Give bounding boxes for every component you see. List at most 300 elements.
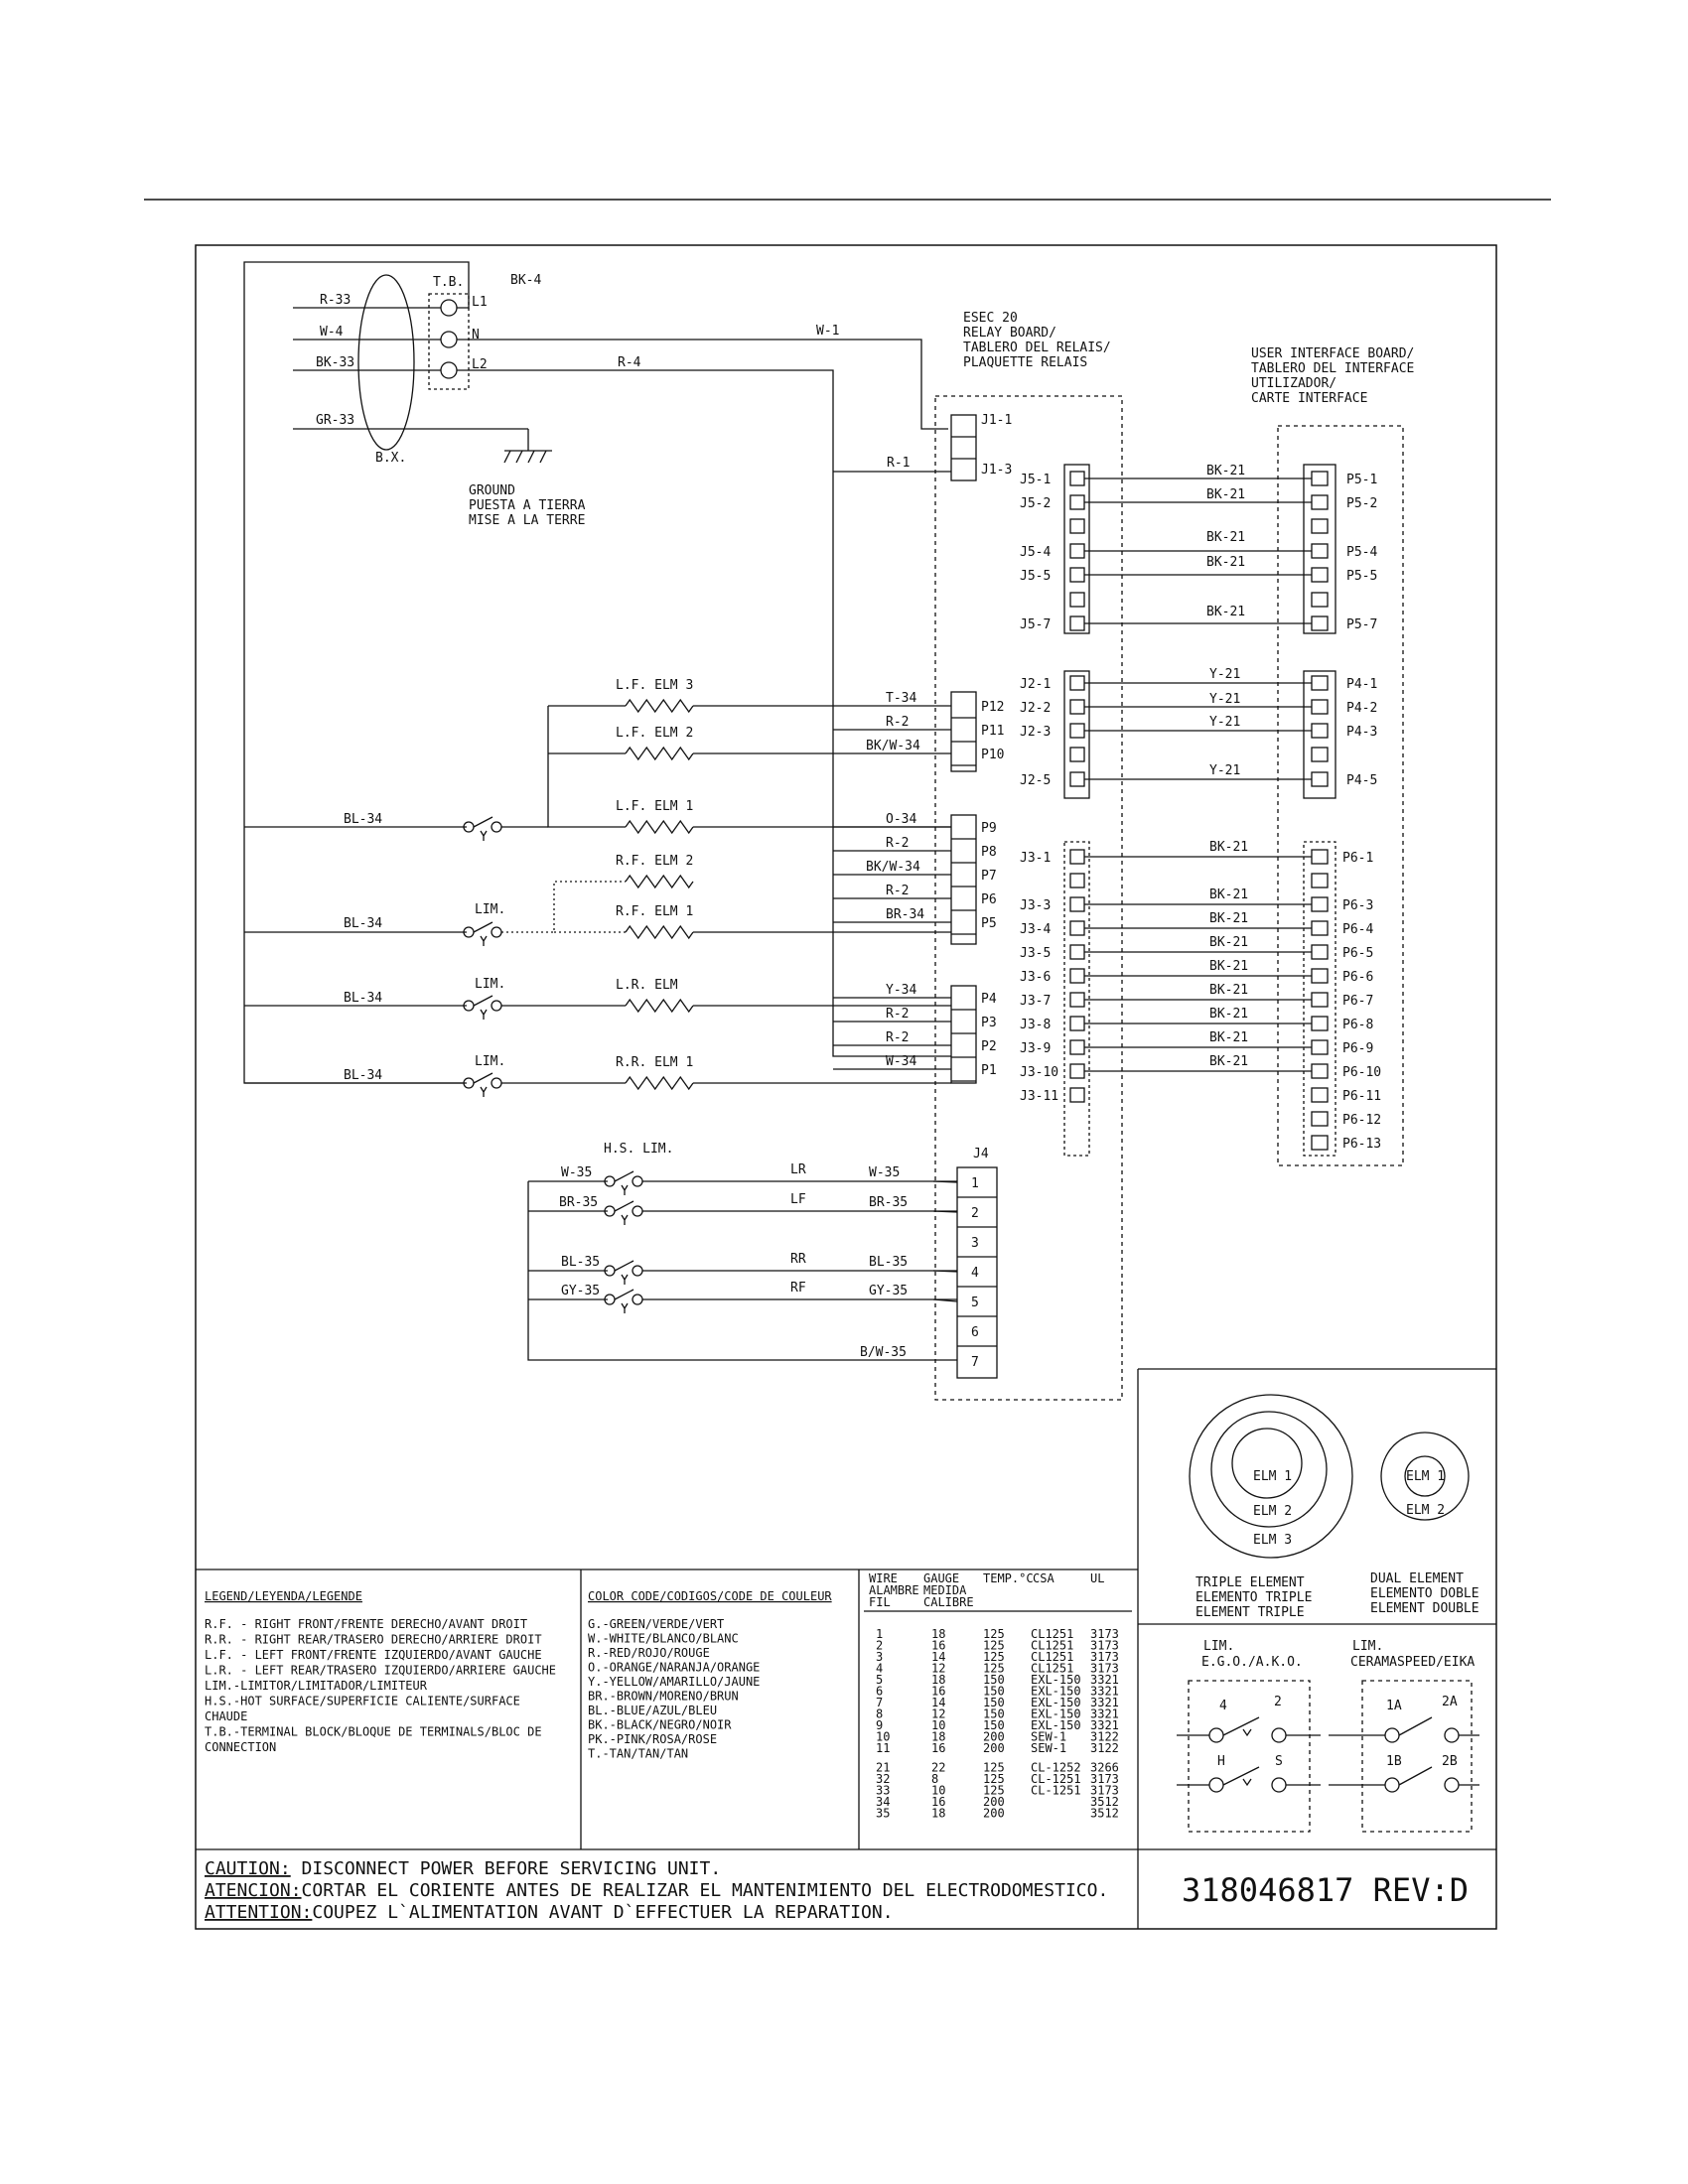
j5-pin-label: J5-7	[1020, 617, 1052, 632]
wire-table-cell: 125	[983, 1772, 1005, 1786]
ui-connector-body	[1304, 465, 1336, 633]
color-code-line: G.-GREEN/VERDE/VERT	[588, 1617, 725, 1631]
wire-table-cell: 3	[876, 1650, 884, 1664]
atencion-head: ATENCION:	[205, 1880, 302, 1901]
legend-line: R.R. - RIGHT REAR/TRASERO DERECHO/ARRIERE DROIT	[205, 1632, 542, 1647]
j3-pin	[1070, 850, 1084, 864]
p6-pin-label: P6-4	[1342, 922, 1374, 937]
terminal-n	[441, 332, 457, 347]
hs-limit-switch	[605, 1201, 642, 1225]
wire-table-cell: 10	[931, 1718, 946, 1732]
wire-table	[864, 1571, 1132, 1821]
element-captions	[1196, 1571, 1479, 1620]
wire-table-cell: 150	[983, 1684, 1005, 1699]
svg-text:1A: 1A	[1386, 1699, 1402, 1713]
color-code-line: T.-TAN/TAN/TAN	[588, 1746, 689, 1761]
element-wire-label: R-2	[886, 1030, 910, 1045]
lr-limiter-switch	[464, 996, 501, 1020]
hs-left-wire-label: BL-35	[561, 1255, 601, 1270]
rf-bus	[501, 882, 626, 932]
element-wire-label: R-2	[886, 884, 910, 898]
wire-table-cell: EXL-150	[1031, 1673, 1081, 1687]
wire-table-header: UL	[1090, 1571, 1105, 1585]
p9-p5-body	[951, 815, 976, 944]
p6-pin-label: P6-9	[1342, 1041, 1374, 1056]
j3-pin-label: J3-4	[1020, 922, 1052, 937]
wire-table-header: TEMP.°C	[983, 1571, 1034, 1585]
wire-table-cell: 35	[876, 1806, 891, 1821]
wire-table-cell: EXL-150	[1031, 1718, 1081, 1732]
hs-right-wire-label: GY-35	[869, 1284, 909, 1298]
p4-pin-label: P4-3	[1346, 725, 1378, 740]
wire-table-header: CSA	[1033, 1571, 1055, 1585]
rr-limiter-switch	[464, 1073, 501, 1097]
wire-y21-label: Y-21	[1209, 763, 1241, 778]
legend-line: L.F. - LEFT FRONT/FRENTE IZQUIERDO/AVANT GAUCHE	[205, 1648, 542, 1662]
terminal-l1-label: L1	[472, 295, 488, 310]
j4-pin-label: 3	[971, 1236, 979, 1251]
ui-pin	[1312, 616, 1328, 630]
ui-pin	[1312, 748, 1328, 761]
j5-pin	[1070, 544, 1084, 558]
svg-text:J1-1: J1-1	[981, 413, 1013, 428]
svg-text:2A: 2A	[1442, 1695, 1458, 1709]
hs-right-wire-label: W-35	[869, 1165, 901, 1180]
legend-line: T.B.-TERMINAL BLOCK/BLOQUE DE TERMINALS/BLOC DE	[205, 1724, 542, 1739]
wire-table-cell: 200	[983, 1795, 1005, 1809]
wire-r1-label: R-1	[887, 456, 911, 471]
wire-bk4	[244, 262, 469, 1083]
j3-pin-label: J3-7	[1020, 994, 1052, 1009]
svg-text:TABLERO DEL INTERFACE: TABLERO DEL INTERFACE	[1251, 361, 1415, 376]
wire-table-header: FIL	[869, 1595, 891, 1609]
svg-text:PLAQUETTE RELAIS: PLAQUETTE RELAIS	[963, 355, 1088, 370]
wire-table-cell: 200	[983, 1741, 1005, 1755]
j3-pin-label: J3-8	[1020, 1018, 1052, 1032]
wire-table-cell: 200	[983, 1806, 1005, 1821]
j3-pin-label: J3-9	[1020, 1041, 1052, 1056]
ui-pin	[1312, 724, 1328, 738]
ui-pin	[1312, 544, 1328, 558]
svg-text:TABLERO DEL RELAIS/: TABLERO DEL RELAIS/	[963, 341, 1111, 355]
surface-elements	[244, 678, 951, 1097]
j4-pin-label: 7	[971, 1355, 979, 1370]
j3-pin-label: J3-5	[1020, 946, 1052, 961]
wire-table-header: ALAMBRE	[869, 1583, 919, 1597]
wire-table-cell: 16	[931, 1638, 946, 1653]
legend-title: LEGEND/LEYENDA/LEGENDE	[205, 1589, 362, 1603]
wire-table-cell: 12	[931, 1706, 946, 1721]
wire-table-cell: CL-1252	[1031, 1760, 1081, 1775]
svg-text:ELEMENT DOUBLE: ELEMENT DOUBLE	[1370, 1601, 1479, 1616]
wire-table-cell: 18	[931, 1729, 946, 1744]
wire-table-cell: CL1251	[1031, 1661, 1074, 1676]
wire-table-header: GAUGE	[923, 1571, 960, 1585]
wire-bk21-label: BK-21	[1206, 487, 1246, 502]
terminal-block	[429, 275, 488, 389]
j4-pin-label: 2	[971, 1206, 979, 1221]
j5-pin	[1070, 568, 1084, 582]
wire-bk21-label: BK-21	[1209, 887, 1249, 902]
element-resistor	[626, 926, 693, 938]
svg-text:J1-3: J1-3	[981, 463, 1013, 478]
p6-pin-label: P6-8	[1342, 1018, 1374, 1032]
wire-table-cell: 18	[931, 1673, 946, 1687]
j5-pin	[1070, 593, 1084, 607]
rf-limiter-label: LIM.	[475, 902, 506, 917]
color-code-line: W.-WHITE/BLANCO/BLANC	[588, 1631, 739, 1646]
p6-pin-label: P6-3	[1342, 898, 1374, 913]
terminal-l1	[441, 300, 457, 316]
ui-pin	[1312, 593, 1328, 607]
wire-table-cell: 14	[931, 1650, 946, 1664]
hs-limit-switch	[605, 1290, 642, 1313]
ground-label-es: PUESTA A TIERRA	[469, 498, 586, 513]
j5-pin-label: J5-2	[1020, 496, 1052, 511]
j2-pin	[1070, 676, 1084, 690]
rr-limiter-label: LIM.	[475, 1054, 506, 1069]
wire-table-cell: 5	[876, 1673, 884, 1687]
j3-pin	[1070, 921, 1084, 935]
wire-table-cell: 6	[876, 1684, 884, 1699]
wire-table-cell: EXL-150	[1031, 1696, 1081, 1709]
hs-left-wire-label: W-35	[561, 1165, 593, 1180]
svg-text:H: H	[1217, 1754, 1225, 1769]
ui-pin	[1312, 897, 1328, 911]
connector-j1	[951, 413, 1012, 480]
j3-pin	[1070, 874, 1084, 887]
wire-table-cell: 125	[983, 1661, 1005, 1676]
legend-line: CHAUDE	[205, 1709, 248, 1723]
svg-text:ELM 3: ELM 3	[1253, 1533, 1293, 1548]
wire-table-cell: EXL-150	[1031, 1684, 1081, 1699]
p5-pin-label: P5-5	[1346, 569, 1378, 584]
svg-text:ESEC 20: ESEC 20	[963, 311, 1018, 326]
color-code-line: BR.-BROWN/MORENO/BRUN	[588, 1689, 739, 1704]
p6-pin-label: P6-13	[1342, 1137, 1382, 1152]
wire-table-cell: 1	[876, 1627, 884, 1641]
svg-text:ELM 1: ELM 1	[1406, 1469, 1446, 1484]
hs-right-wire-label: BR-35	[869, 1195, 909, 1210]
wire-table-cell: CL-1251	[1031, 1772, 1081, 1786]
wire-table-cell: 9	[876, 1718, 884, 1732]
ui-pin	[1312, 945, 1328, 959]
svg-text:E.G.O./A.K.O.: E.G.O./A.K.O.	[1201, 1655, 1303, 1670]
hs-zone-label: RR	[790, 1252, 806, 1267]
p6-pin-label: P6-7	[1342, 994, 1374, 1009]
connector-j2	[1020, 671, 1089, 798]
ground-label-fr: MISE A LA TERRE	[469, 513, 586, 528]
element-label: L.F. ELM 1	[616, 799, 694, 814]
wire-bk21-label: BK-21	[1209, 1007, 1249, 1022]
svg-text:2: 2	[1274, 1695, 1282, 1709]
p-connector-label: P10	[981, 748, 1005, 762]
svg-text:UTILIZADOR/: UTILIZADOR/	[1251, 376, 1337, 391]
element-resistor	[626, 1077, 693, 1089]
color-code-line: PK.-PINK/ROSA/ROSE	[588, 1732, 718, 1746]
hs-right-wire-label: BL-35	[869, 1255, 909, 1270]
wire-w4-label: W-4	[320, 325, 344, 340]
wire-table-cell: 3173	[1090, 1783, 1119, 1798]
j5-pin	[1070, 616, 1084, 630]
ui-pin	[1312, 1136, 1328, 1150]
ui-pin	[1312, 1064, 1328, 1078]
p12-p10-body	[951, 692, 976, 771]
j3-pin	[1070, 1064, 1084, 1078]
svg-text:2B: 2B	[1442, 1754, 1458, 1769]
svg-text:CARTE INTERFACE: CARTE INTERFACE	[1251, 391, 1368, 406]
wire-table-cell: 3321	[1090, 1684, 1119, 1699]
wire-table-cell: 3122	[1090, 1729, 1119, 1744]
p-connector-label: P6	[981, 892, 997, 907]
legend-line: R.F. - RIGHT FRONT/FRENTE DERECHO/AVANT DROIT	[205, 1617, 528, 1631]
element-wire-label: R-2	[886, 715, 910, 730]
p6-pin-label: P6-12	[1342, 1113, 1382, 1128]
wire-table-cell: 150	[983, 1696, 1005, 1709]
j5-body	[1064, 465, 1089, 633]
element-resistor	[626, 821, 693, 833]
j3-pin	[1070, 1017, 1084, 1030]
wire-table-cell: EXL-150	[1031, 1706, 1081, 1721]
j2-pin	[1070, 748, 1084, 761]
lr-limiter-label: LIM.	[475, 977, 506, 992]
ui-pin	[1312, 921, 1328, 935]
wire-table-cell: 18	[931, 1627, 946, 1641]
wire-y21-label: Y-21	[1209, 667, 1241, 682]
element-resistor	[626, 1000, 693, 1012]
element-wire-label: BK/W-34	[866, 739, 920, 753]
wire-table-cell: 16	[931, 1795, 946, 1809]
wire-table-cell: 21	[876, 1760, 891, 1775]
color-code-title: COLOR CODE/CODIGOS/CODE DE COULEUR	[588, 1589, 832, 1603]
j3-pin	[1070, 1040, 1084, 1054]
element-wire-label: BK/W-34	[866, 860, 920, 875]
legend-lines	[205, 1617, 556, 1754]
wire-bk21-label: BK-21	[1209, 840, 1249, 855]
ui-pin	[1312, 993, 1328, 1007]
ground-symbol	[504, 429, 552, 463]
wire-table-cell: 3321	[1090, 1673, 1119, 1687]
svg-text:ATENCION:CORTAR EL CORIENTE AN	[205, 1880, 1108, 1901]
j3-body	[1064, 842, 1089, 1156]
wire-table-cell: 150	[983, 1718, 1005, 1732]
wire-table-cell: 22	[931, 1760, 946, 1775]
element-label: R.F. ELM 1	[616, 904, 694, 919]
wire-table-cell: 7	[876, 1696, 884, 1709]
element-wire-label: O-34	[886, 812, 917, 827]
terminal-block-title: T.B.	[433, 275, 465, 290]
p-connector-label: P7	[981, 869, 997, 884]
wire-gr33-label: GR-33	[316, 413, 355, 428]
caution-block	[205, 1858, 1108, 1923]
wire-bk21-label: BK-21	[1209, 911, 1249, 926]
wire-bk21-label: BK-21	[1206, 605, 1246, 619]
wire-r4-label: R-4	[618, 355, 641, 370]
legend-line: L.R. - LEFT REAR/TRASERO IZQUIERDO/ARRIERE GAUCHE	[205, 1663, 557, 1678]
ui-pin	[1312, 850, 1328, 864]
wire-table-cell: 3173	[1090, 1772, 1119, 1786]
wire-table-header: MEDIDA	[923, 1583, 967, 1597]
j5-pin-label: J5-4	[1020, 545, 1052, 560]
p4-pin-label: P4-1	[1346, 677, 1378, 692]
svg-text:CERAMASPEED/EIKA: CERAMASPEED/EIKA	[1350, 1655, 1476, 1670]
connector-j5	[1020, 465, 1089, 633]
caution-text: DISCONNECT POWER BEFORE SERVICING UNIT.	[290, 1858, 722, 1879]
hs-left-wire-label: BR-35	[559, 1195, 599, 1210]
ribbon-harness	[1084, 464, 1312, 1071]
svg-text:1B: 1B	[1386, 1754, 1402, 1769]
ui-pin	[1312, 1040, 1328, 1054]
wire-table-cell: 3321	[1090, 1718, 1119, 1732]
wire-y21-label: Y-21	[1209, 715, 1241, 730]
wire-table-cell: 125	[983, 1760, 1005, 1775]
wire-bk4-label: BK-4	[510, 273, 542, 288]
ui-pin	[1312, 1088, 1328, 1102]
element-label: R.R. ELM 1	[616, 1055, 694, 1070]
hs-limits-title: H.S. LIM.	[604, 1142, 674, 1157]
limiter-ego	[1177, 1639, 1321, 1832]
ui-pin	[1312, 676, 1328, 690]
svg-text:USER INTERFACE BOARD/: USER INTERFACE BOARD/	[1251, 346, 1415, 361]
p6-pin-label: P6-1	[1342, 851, 1374, 866]
ground-label-en: GROUND	[469, 483, 515, 498]
wire-bk21-label: BK-21	[1206, 464, 1246, 478]
j2-pin-label: J2-1	[1020, 677, 1052, 692]
element-resistor	[626, 700, 693, 712]
ui-pin	[1312, 969, 1328, 983]
j3-pin-label: J3-10	[1020, 1065, 1059, 1080]
color-code-line: R.-RED/ROJO/ROUGE	[588, 1646, 710, 1660]
element-label: L.F. ELM 3	[616, 678, 694, 693]
element-label: L.R. ELM	[616, 978, 678, 993]
ui-connector-body	[1304, 842, 1336, 1156]
ui-board-title	[1251, 346, 1414, 406]
part-number: 318046817 REV:D	[1182, 1871, 1469, 1909]
user-interface-board	[1304, 465, 1381, 1156]
bx-label: B.X.	[375, 451, 407, 466]
svg-text:ATTENTION:COUPEZ L`ALIMENTATIO	[205, 1902, 894, 1923]
svg-text:ELM 2: ELM 2	[1253, 1504, 1293, 1519]
wire-r33-label: R-33	[320, 293, 352, 308]
wire-table-cell: 125	[983, 1783, 1005, 1798]
p4-p1-body	[951, 986, 976, 1083]
wire-table-cell: CL1251	[1031, 1650, 1074, 1664]
p-connector-label: P3	[981, 1016, 997, 1030]
ui-board-outline	[1278, 426, 1403, 1165]
hs-left-wire-label: GY-35	[561, 1284, 601, 1298]
svg-text:ELEMENTO TRIPLE: ELEMENTO TRIPLE	[1196, 1590, 1313, 1605]
p-connector-label: P2	[981, 1039, 997, 1054]
wire-table-cell: 3122	[1090, 1741, 1119, 1755]
j3-pin-label: J3-3	[1020, 898, 1052, 913]
wire-bl34-label: BL-34	[344, 991, 383, 1006]
j5-pin-label: J5-1	[1020, 473, 1052, 487]
p-connector-label: P5	[981, 916, 997, 931]
j3-pin-label: J3-6	[1020, 970, 1052, 985]
legend-line: CONNECTION	[205, 1740, 277, 1754]
limiter-ceramaspeed	[1329, 1639, 1479, 1832]
color-code-lines	[588, 1617, 760, 1761]
wire-table-cell: 10	[931, 1783, 946, 1798]
element-wire-label: R-2	[886, 836, 910, 851]
svg-text:LIM.: LIM.	[1203, 1639, 1235, 1654]
element-wire-label: BR-34	[886, 907, 925, 922]
element-label: R.F. ELM 2	[616, 854, 694, 869]
svg-text:S: S	[1275, 1754, 1283, 1769]
legend-line: H.S.-HOT SURFACE/SUPERFICIE CALIENTE/SURFACE	[205, 1694, 520, 1708]
wire-table-header: WIRE	[869, 1571, 898, 1585]
ui-pin	[1312, 1017, 1328, 1030]
wire-table-cell: 16	[931, 1684, 946, 1699]
legend-line: LIM.-LIMITOR/LIMITADOR/LIMITEUR	[205, 1679, 427, 1693]
wire-table-cell: 125	[983, 1627, 1005, 1641]
element-wire-label: Y-34	[886, 983, 917, 998]
j3-pin	[1070, 897, 1084, 911]
j2-pin	[1070, 700, 1084, 714]
wire-table-cell: 125	[983, 1650, 1005, 1664]
p-connector-label: P8	[981, 845, 997, 860]
connector-j4-label: J4	[973, 1147, 989, 1161]
connector-j3	[1020, 842, 1089, 1156]
hs-limit-switch	[605, 1261, 642, 1285]
wire-bk21-label: BK-21	[1209, 1054, 1249, 1069]
element-wire-label: W-34	[886, 1054, 917, 1069]
element-label: L.F. ELM 2	[616, 726, 694, 741]
attention-text: COUPEZ L`ALIMENTATION AVANT D`EFFECTUER LA REPARATION.	[312, 1902, 894, 1923]
svg-text:ELM 2: ELM 2	[1406, 1503, 1446, 1518]
wire-table-cell: 16	[931, 1741, 946, 1755]
p-connector-label: P1	[981, 1063, 997, 1078]
attention-head: ATTENTION:	[205, 1902, 313, 1923]
wire-table-cell: 150	[983, 1673, 1005, 1687]
hs-return-wire-label: B/W-35	[860, 1345, 907, 1360]
j3-pin-label: J3-11	[1020, 1089, 1059, 1104]
wire-table-cell: 200	[983, 1729, 1005, 1744]
wire-bk21-label: BK-21	[1209, 935, 1249, 950]
svg-text:4: 4	[1219, 1699, 1227, 1713]
wire-bk21-label: BK-21	[1209, 1030, 1249, 1045]
svg-text:RELAY BOARD/: RELAY BOARD/	[963, 326, 1056, 341]
wire-table-cell: 32	[876, 1772, 891, 1786]
hot-surface-limits	[528, 1142, 957, 1360]
wire-bk21-label: BK-21	[1209, 983, 1249, 998]
wire-bk21-label: BK-21	[1209, 959, 1249, 974]
svg-text:TRIPLE ELEMENT: TRIPLE ELEMENT	[1196, 1575, 1305, 1590]
p-connector-label: P4	[981, 992, 997, 1007]
svg-text:ELEMENTO DOBLE: ELEMENTO DOBLE	[1370, 1586, 1479, 1601]
j3-pin	[1070, 993, 1084, 1007]
wire-table-cell: 14	[931, 1696, 946, 1709]
wire-table-cell: 34	[876, 1795, 891, 1809]
j3-pin	[1070, 1088, 1084, 1102]
color-code-line: Y.-YELLOW/AMARILLO/JAUNE	[588, 1675, 761, 1689]
wire-table-cell: 8	[931, 1772, 939, 1786]
p4-pin-label: P4-2	[1346, 701, 1378, 716]
wire-table-cell: SEW-1	[1031, 1741, 1067, 1755]
wire-table-cell: 3512	[1090, 1806, 1119, 1821]
wire-table-cell: CL1251	[1031, 1638, 1074, 1653]
wire-table-cell: CL-1251	[1031, 1783, 1081, 1798]
wire-table-cell: 2	[876, 1638, 884, 1653]
wire-w1	[457, 340, 948, 429]
wire-table-cell: 3266	[1090, 1760, 1119, 1775]
p5-pin-label: P5-4	[1346, 545, 1378, 560]
p5-pin-label: P5-7	[1346, 617, 1378, 632]
p6-pin-label: P6-10	[1342, 1065, 1382, 1080]
wire-table-cell: 18	[931, 1806, 946, 1821]
ui-pin	[1312, 874, 1328, 887]
ui-pin	[1312, 700, 1328, 714]
